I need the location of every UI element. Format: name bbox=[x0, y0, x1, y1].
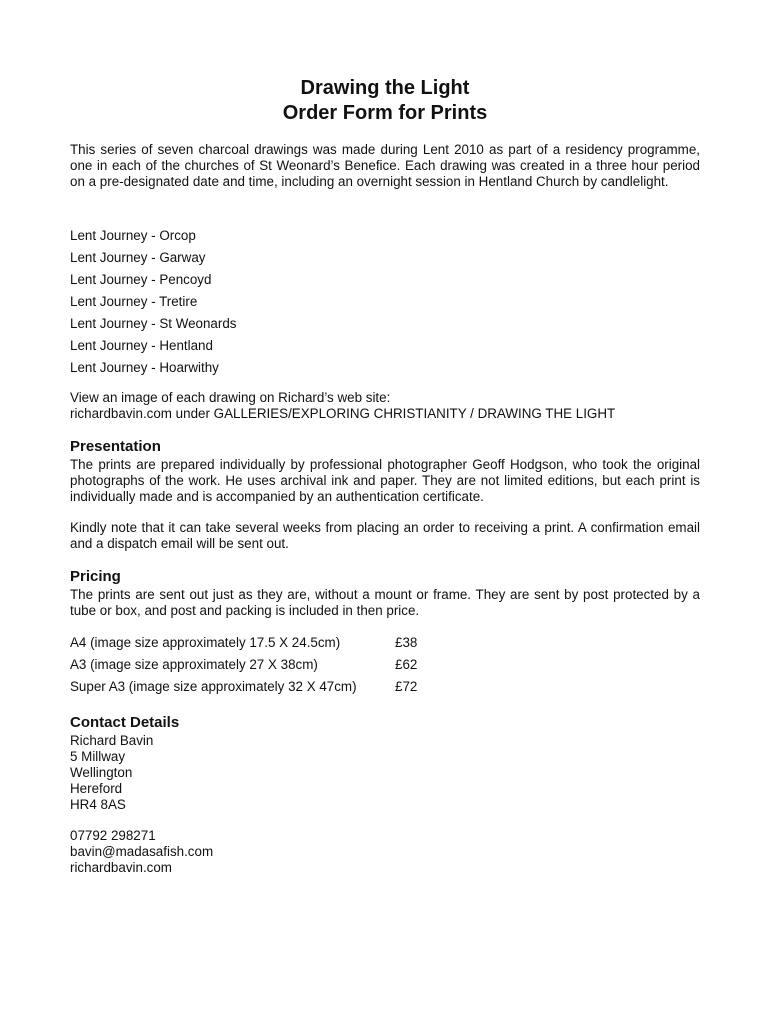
pricing-heading: Pricing bbox=[70, 568, 121, 585]
presentation-heading: Presentation bbox=[70, 438, 161, 455]
drawing-item-garway: Lent Journey - Garway bbox=[70, 250, 206, 265]
view-image-line: View an image of each drawing on Richard’s web site: bbox=[70, 390, 391, 405]
drawing-item-hentland: Lent Journey - Hentland bbox=[70, 338, 213, 353]
price-a4-value: £38 bbox=[395, 635, 418, 650]
price-a3-value: £62 bbox=[395, 657, 418, 672]
website-gallery-line: richardbavin.com under GALLERIES/EXPLORING CHRISTIANITY / DRAWING THE LIGHT bbox=[70, 406, 616, 421]
drawing-item-orcop: Lent Journey - Orcop bbox=[70, 228, 196, 243]
price-super-a3-value: £72 bbox=[395, 679, 418, 694]
contact-name: Richard Bavin bbox=[70, 733, 154, 748]
contact-heading: Contact Details bbox=[70, 714, 180, 731]
delivery-note-paragraph: Kindly note that it can take several weeks from placing an order to receiving a print. A confirmation email and a dispatch email will be sent out. bbox=[70, 520, 700, 552]
contact-town: Wellington bbox=[70, 765, 133, 780]
drawing-item-pencoyd: Lent Journey - Pencoyd bbox=[70, 272, 212, 287]
contact-email: bavin@madasafish.com bbox=[70, 844, 214, 859]
pricing-paragraph: The prints are sent out just as they are, without a mount or frame. They are sent by post protected by a tube or box, and post and packing is included in then price. bbox=[70, 587, 700, 619]
contact-phone: 07792 298271 bbox=[70, 828, 156, 843]
price-a4-description: A4 (image size approximately 17.5 X 24.5cm) bbox=[70, 635, 341, 650]
contact-website: richardbavin.com bbox=[70, 860, 172, 875]
intro-paragraph: This series of seven charcoal drawings was made during Lent 2010 as part of a residency programme, one in each of the churches of St Weonard’s Benefice. Each drawing was created in a three hour period on a pre-designated date and time, including an overnight session in Hentland Church by candlelight. bbox=[70, 142, 700, 190]
title-line-1: Drawing the Light bbox=[300, 77, 470, 99]
presentation-paragraph: The prints are prepared individually by professional photographer Geoff Hodgson, who took the original photographs of the work. He uses archival ink and paper. They are not limited editions, but each print is individually made and is accompanied by an authentication certificate. bbox=[70, 457, 700, 505]
contact-postcode: HR4 8AS bbox=[70, 797, 126, 812]
drawing-item-hoarwithy: Lent Journey - Hoarwithy bbox=[70, 360, 219, 375]
title-line-2: Order Form for Prints bbox=[282, 102, 488, 124]
drawing-item-st-weonards: Lent Journey - St Weonards bbox=[70, 316, 237, 331]
contact-county: Hereford bbox=[70, 781, 123, 796]
contact-street: 5 Millway bbox=[70, 749, 126, 764]
price-super-a3-description: Super A3 (image size approximately 32 X 47cm) bbox=[70, 679, 357, 694]
drawing-item-tretire: Lent Journey - Tretire bbox=[70, 294, 198, 309]
price-a3-description: A3 (image size approximately 27 X 38cm) bbox=[70, 657, 318, 672]
